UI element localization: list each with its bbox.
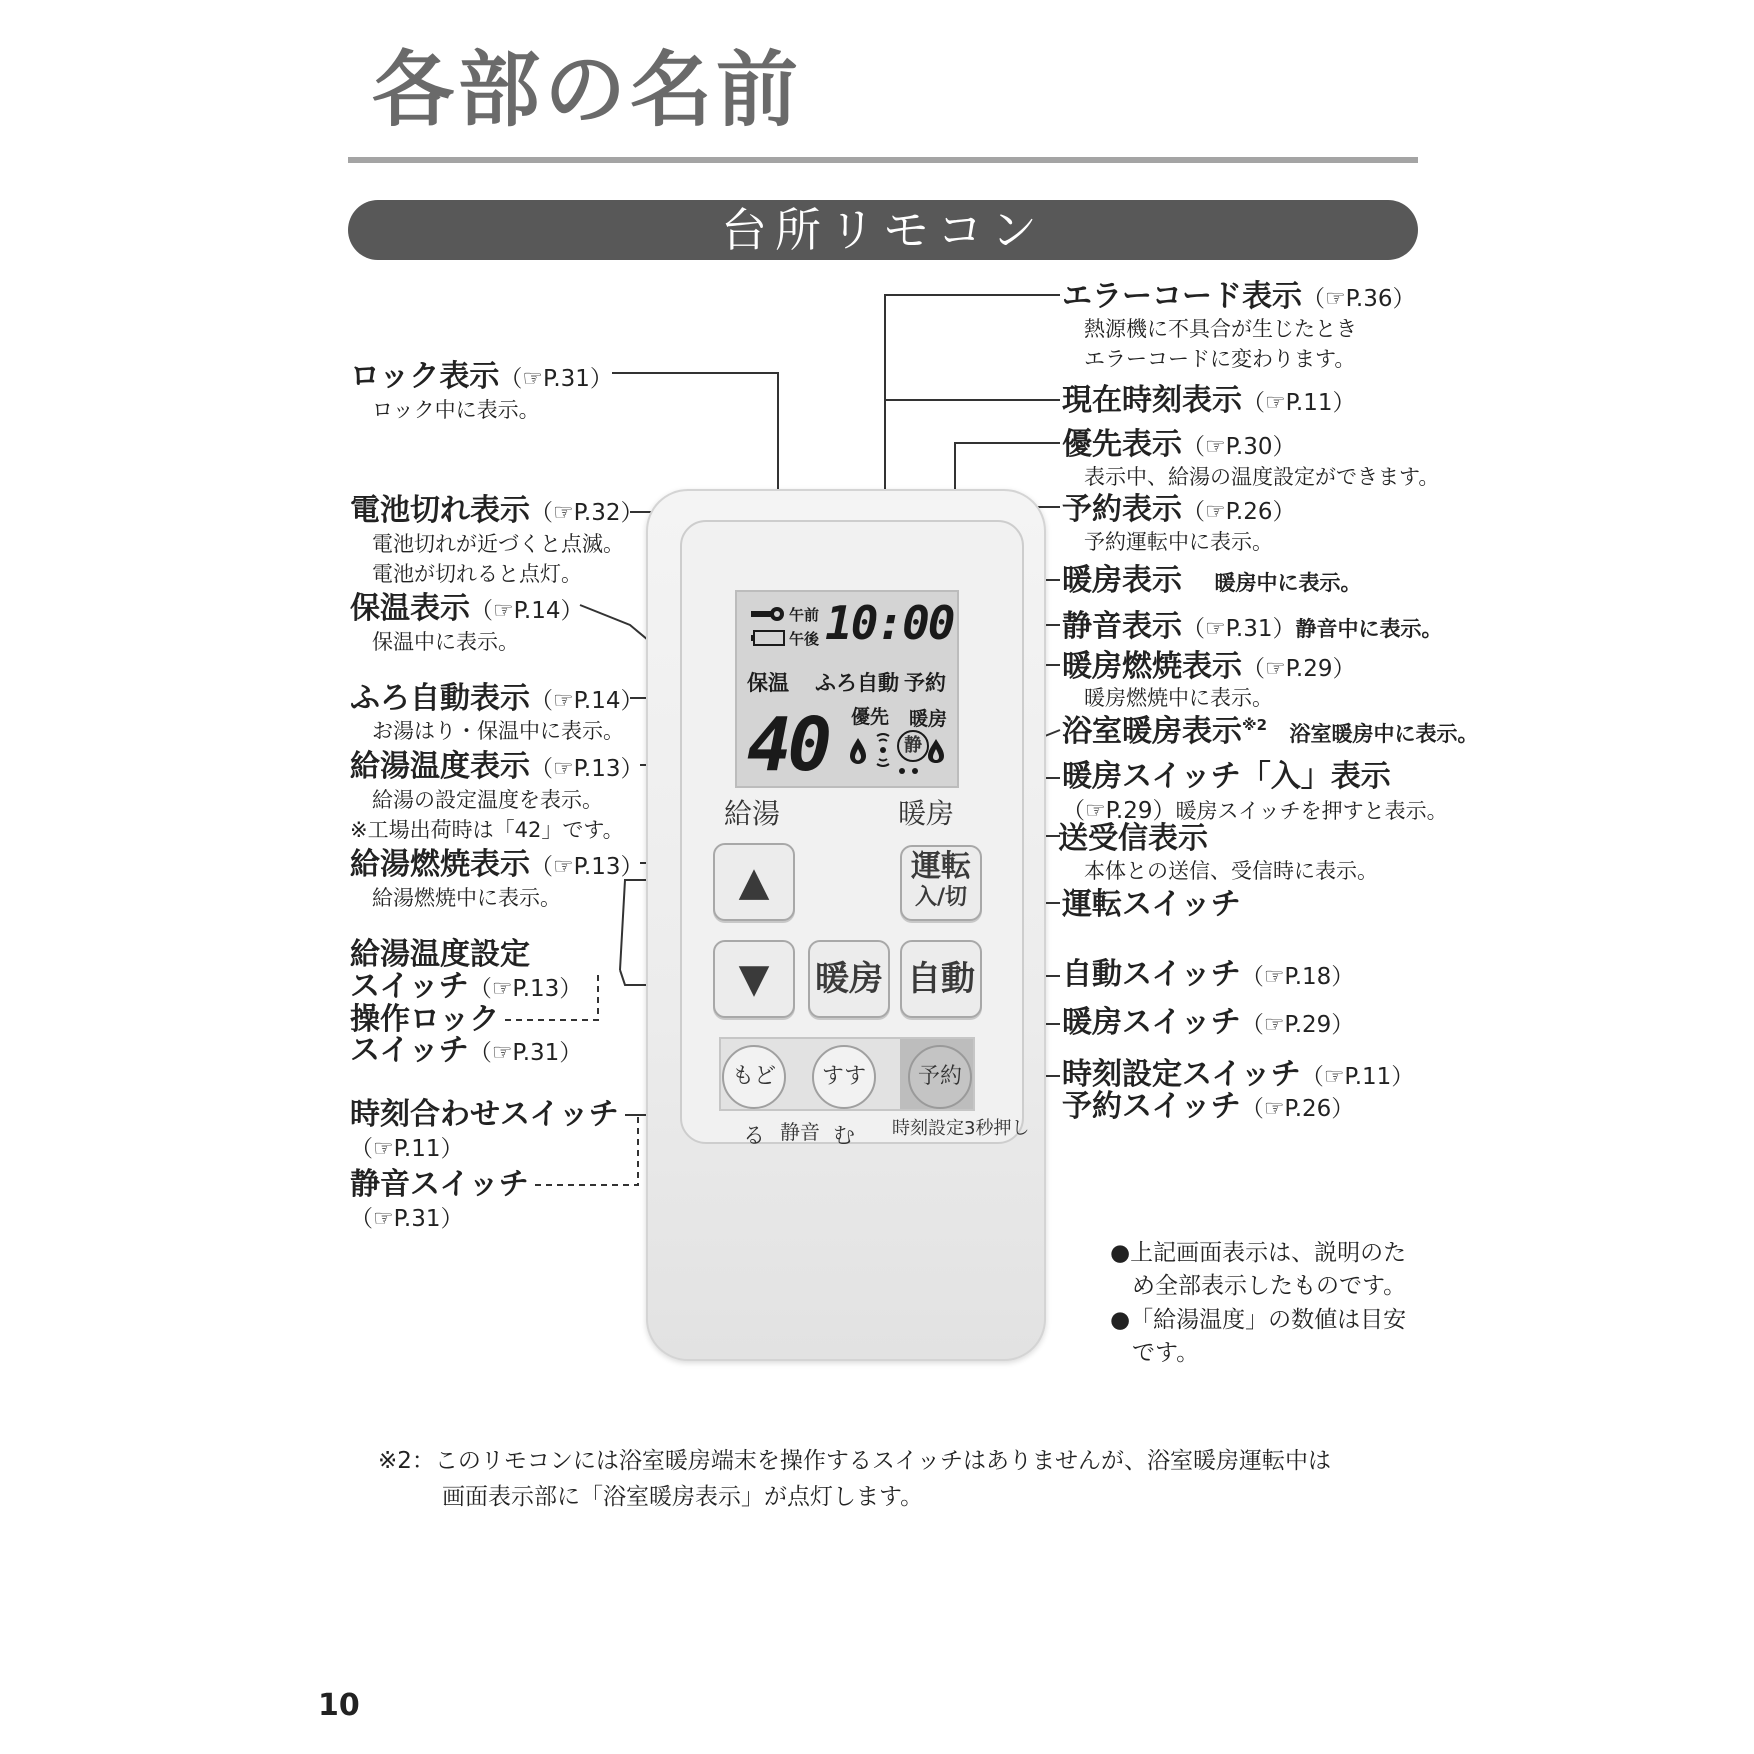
hot-water-temp-display-desc-2: ※工場出荷時は「42」です。 xyxy=(350,818,624,842)
keep-warm-display-label: 保温表示（☞P.14） xyxy=(350,591,584,626)
silent-combo-label: 静音 xyxy=(780,1120,820,1144)
temp-up-button[interactable]: ▲ xyxy=(713,843,795,921)
battery-display-desc-2: 電池が切れると点灯。 xyxy=(372,562,582,586)
time-set-hold-label: 時刻設定3秒押し xyxy=(892,1118,1030,1139)
lock-switch-label-1: 操作ロック xyxy=(350,1002,500,1037)
temp-switch-label-1: 給湯温度設定 xyxy=(350,937,530,972)
heating-switch-on-dots xyxy=(897,766,927,776)
note-line-1: ●上記画面表示は、説明のた xyxy=(1110,1240,1407,1266)
footnote-line-2: 画面表示部に「浴室暖房表示」が点灯します。 xyxy=(442,1483,924,1510)
page-title: 各部の名前 xyxy=(372,43,803,138)
keep-warm-indicator: 保温 xyxy=(747,671,789,695)
power-button[interactable]: 運転 入/切 xyxy=(900,845,982,921)
power-switch-label: 運転スイッチ xyxy=(1062,887,1241,922)
priority-indicator: 優先 xyxy=(851,706,890,728)
lock-display-label: ロック表示（☞P.31） xyxy=(350,359,613,394)
reserve-button[interactable]: 予約 xyxy=(908,1045,972,1109)
lcd-screen xyxy=(735,590,959,788)
auto-bath-indicator: ふろ自動 xyxy=(815,671,899,695)
heating-indicator: 暖房 xyxy=(909,708,948,730)
hot-water-label: 給湯 xyxy=(724,797,781,830)
am-indicator: 午前 xyxy=(789,606,820,624)
lock-display-desc: ロック中に表示。 xyxy=(372,398,540,422)
temp-down-button[interactable]: ▼ xyxy=(713,940,795,1018)
temperature-digits: 40 xyxy=(747,702,829,788)
auto-button[interactable]: 自動 xyxy=(900,940,982,1018)
notes-block xyxy=(1110,1237,1406,1370)
transceive-display-desc: 本体との送信、受信時に表示。 xyxy=(1084,859,1378,883)
note-line-4: です。 xyxy=(1132,1340,1200,1367)
battery-empty-icon xyxy=(751,630,785,646)
reserve-display-desc: 予約運転中に表示。 xyxy=(1084,530,1273,554)
transceive-display-label: 送受信表示 xyxy=(1058,821,1208,856)
hot-water-burn-display-desc: 給湯燃焼中に表示。 xyxy=(372,886,561,910)
priority-display-label: 優先表示（☞P.30） xyxy=(1062,427,1296,462)
reserve-indicator: 予約 xyxy=(904,671,946,695)
hot-water-flame-icon xyxy=(849,737,867,765)
clock-switch-ref: （☞P.11） xyxy=(350,1136,464,1162)
heating-button[interactable]: 暖房 xyxy=(808,940,890,1018)
battery-display-label: 電池切れ表示（☞P.32） xyxy=(350,493,644,528)
heating-burn-display-label: 暖房燃焼表示（☞P.29） xyxy=(1062,649,1356,684)
clock-switch-label: 時刻合わせスイッチ xyxy=(350,1097,619,1132)
page-number: 10 xyxy=(318,1688,360,1723)
heating-burn-display-desc: 暖房燃焼中に表示。 xyxy=(1084,686,1273,710)
heating-switch-label: 暖房スイッチ（☞P.29） xyxy=(1062,1005,1355,1040)
hot-water-temp-display-label: 給湯温度表示（☞P.13） xyxy=(350,749,644,784)
auto-switch-label: 自動スイッチ（☞P.18） xyxy=(1062,957,1355,992)
temp-switch-label-2: スイッチ（☞P.13） xyxy=(350,969,583,1004)
error-code-display-label: エラーコード表示（☞P.36） xyxy=(1062,279,1416,314)
heating-switch-on-display-label: 暖房スイッチ「入」表示 xyxy=(1062,759,1391,794)
hot-water-temp-display-desc-1: 給湯の設定温度を表示。 xyxy=(372,788,603,812)
auto-bath-display-desc: お湯はり・保温中に表示。 xyxy=(372,719,624,743)
time-set-switch-label: 時刻設定スイッチ（☞P.11） xyxy=(1062,1057,1415,1092)
error-code-display-desc-1: 熱源機に不具合が生じたとき xyxy=(1084,317,1357,341)
heating-switch-on-display-desc: （☞P.29）暖房スイッチを押すと表示。 xyxy=(1062,798,1448,824)
keep-warm-display-desc: 保温中に表示。 xyxy=(372,630,519,654)
next-button[interactable]: すすむ xyxy=(812,1045,876,1109)
priority-display-desc: 表示中、給湯の温度設定ができます。 xyxy=(1084,465,1440,489)
bath-heating-display-label: 浴室暖房表示$^{※2}$ 浴室暖房中に表示。 xyxy=(1062,714,1479,749)
heating-flame-icon xyxy=(927,738,945,764)
heating-display-label: 暖房表示 暖房中に表示。 xyxy=(1062,563,1362,598)
heating-label: 暖房 xyxy=(898,797,955,830)
silent-display-label: 静音表示（☞P.31）静音中に表示。 xyxy=(1062,609,1443,644)
footnote-line-1: ※2：このリモコンには浴室暖房端末を操作するスイッチはありませんが、浴室暖房運転中は xyxy=(378,1448,1331,1474)
reserve-switch-label: 予約スイッチ（☞P.26） xyxy=(1062,1089,1355,1124)
error-code-display-desc-2: エラーコードに変わります。 xyxy=(1084,347,1356,371)
silent-indicator: 静 xyxy=(897,730,929,762)
back-button[interactable]: もどる xyxy=(722,1045,786,1109)
pm-indicator: 午後 xyxy=(789,630,820,648)
hot-water-burn-display-label: 給湯燃焼表示（☞P.13） xyxy=(350,847,644,882)
note-line-3: ●「給湯温度」の数値は目安 xyxy=(1110,1306,1407,1333)
clock-display-label: 現在時刻表示（☞P.11） xyxy=(1062,383,1356,418)
battery-display-desc-1: 電池切れが近づくと点滅。 xyxy=(372,532,624,556)
silent-switch-label: 静音スイッチ xyxy=(350,1167,529,1202)
lock-switch-label-2: スイッチ（☞P.31） xyxy=(350,1033,583,1068)
reserve-display-label: 予約表示（☞P.26） xyxy=(1062,492,1296,527)
silent-switch-ref: （☞P.31） xyxy=(350,1206,464,1232)
auto-bath-display-label: ふろ自動表示（☞P.14） xyxy=(350,681,644,716)
footnote xyxy=(378,1444,1331,1515)
clock-digits: 10:00 xyxy=(825,596,954,650)
transceive-icon xyxy=(873,732,893,768)
key-icon xyxy=(751,606,785,622)
note-line-2: め全部表示したものです。 xyxy=(1132,1273,1407,1300)
section-banner: 台所リモコン xyxy=(348,200,1418,260)
